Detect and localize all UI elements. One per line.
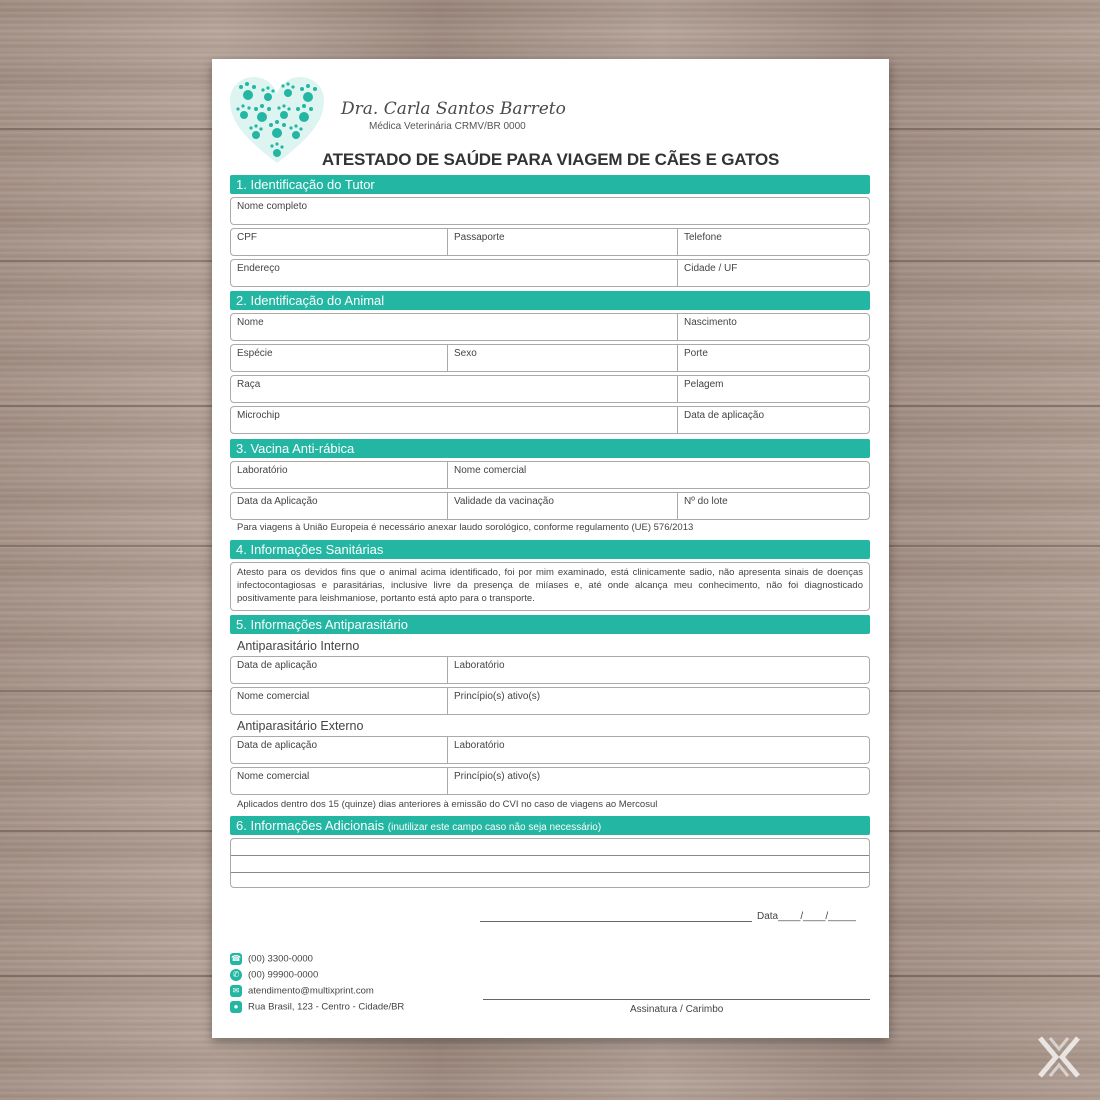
field-data-aplicacao-vacina[interactable]: Data da Aplicação (237, 496, 318, 507)
field-numero-lote[interactable]: Nº do lote (677, 493, 871, 519)
section-5-note: Aplicados dentro dos 15 (quinze) dias anteriores à emissão do CVI no caso de viagens ao Mercosul (237, 799, 658, 810)
antiparasitario-interno-title: Antiparasitário Interno (237, 639, 360, 653)
section-3-header: 3. Vacina Anti-rábica (230, 439, 870, 458)
watermark-x-logo-icon (1036, 1034, 1082, 1080)
row-microchip (230, 406, 870, 434)
field-data-aplicacao-chip[interactable]: Data de aplicação (677, 407, 871, 433)
contact-email (230, 985, 374, 997)
page-title: ATESTADO DE SAÚDE PARA VIAGEM DE CÃES E GATOS (321, 150, 780, 169)
section-3-note: Para viagens à União Europeia é necessário anexar laudo sorológico, conforme regulamento (UE) 576/2013 (237, 522, 694, 533)
contact-whatsapp (230, 969, 318, 981)
section-6-title: 6. Informações Adicionais (236, 818, 385, 833)
antiparasitario-externo-title: Antiparasitário Externo (237, 719, 364, 733)
doctor-name: Dra. Carla Santos Barreto (341, 99, 566, 119)
field-sexo[interactable]: Sexo (447, 345, 677, 371)
whatsapp-icon: ✆ (230, 969, 242, 981)
field-porte[interactable]: Porte (677, 345, 871, 371)
row-data-validade-lote (230, 492, 870, 520)
location-icon: ● (230, 1001, 242, 1013)
contact-text: (00) 99900-0000 (248, 969, 319, 981)
field-telefone[interactable]: Telefone (677, 229, 871, 255)
email-icon: ✉ (230, 985, 242, 997)
section-6-subtitle: (inutilizar este campo caso não seja necessário) (387, 822, 602, 833)
field-laboratorio-vacina[interactable]: Laboratório (237, 465, 288, 476)
row-raca-pelagem (230, 375, 870, 403)
row-cpf-passaporte-telefone (230, 228, 870, 256)
signature-line[interactable] (483, 999, 870, 1000)
row-especie-sexo-porte (230, 344, 870, 372)
row-externo-data-laboratorio (230, 736, 870, 764)
field-cidade-uf[interactable]: Cidade / UF (677, 260, 871, 286)
contact-address (230, 1001, 404, 1013)
contact-text: atendimento@multixprint.com (248, 985, 374, 997)
section-4-header: 4. Informações Sanitárias (230, 540, 870, 559)
field-nome-comercial-vacina[interactable]: Nome comercial (447, 462, 871, 488)
field-microchip[interactable]: Microchip (237, 410, 280, 421)
writing-line (231, 872, 869, 873)
field-externo-laboratorio[interactable]: Laboratório (447, 737, 871, 763)
field-raca[interactable]: Raça (237, 379, 261, 390)
contact-text: Rua Brasil, 123 - Centro - Cidade/BR (248, 1001, 405, 1013)
field-endereco[interactable]: Endereço (237, 263, 280, 274)
field-externo-principio-ativo[interactable]: Princípio(s) ativo(s) (447, 768, 871, 794)
section-1-header: 1. Identificação do Tutor (230, 175, 870, 194)
date-field[interactable]: Data____/____/_____ (757, 911, 856, 922)
field-externo-data-aplicacao[interactable]: Data de aplicação (237, 740, 318, 751)
field-interno-laboratorio[interactable]: Laboratório (447, 657, 871, 683)
field-label: Nome completo (237, 201, 308, 212)
section-2-header: 2. Identificação do Animal (230, 291, 870, 310)
contact-text: (00) 3300-0000 (248, 953, 313, 965)
section-5-header: 5. Informações Antiparasitário (230, 615, 870, 634)
field-nome[interactable]: Nome (237, 317, 264, 328)
signature-label: Assinatura / Carimbo (630, 1004, 724, 1015)
row-endereco-cidade (230, 259, 870, 287)
field-nome-completo[interactable] (230, 197, 870, 225)
field-cpf[interactable]: CPF (237, 232, 257, 243)
row-interno-nome-principio (230, 687, 870, 715)
date-place-line[interactable] (480, 921, 752, 922)
doctor-crmv: Médica Veterinária CRMV/BR 0000 (369, 121, 526, 132)
phone-icon: ☎ (231, 954, 241, 963)
writing-line (231, 855, 869, 856)
field-pelagem[interactable]: Pelagem (677, 376, 871, 402)
field-passaporte[interactable]: Passaporte (447, 229, 677, 255)
field-interno-data-aplicacao[interactable]: Data de aplicação (237, 660, 318, 671)
field-interno-nome-comercial[interactable]: Nome comercial (237, 691, 310, 702)
row-externo-nome-principio (230, 767, 870, 795)
section-6-header (230, 816, 870, 835)
contact-phone (230, 953, 313, 965)
certificate-page (212, 59, 889, 1038)
field-validade-vacina[interactable]: Validade da vacinação (447, 493, 677, 519)
field-externo-nome-comercial[interactable]: Nome comercial (237, 771, 310, 782)
row-laboratorio-nome-comercial (230, 461, 870, 489)
row-interno-data-laboratorio (230, 656, 870, 684)
field-interno-principio-ativo[interactable]: Princípio(s) ativo(s) (447, 688, 871, 714)
field-especie[interactable]: Espécie (237, 348, 273, 359)
field-nascimento[interactable]: Nascimento (677, 314, 871, 340)
sanitary-statement: Atesto para os devidos fins que o animal acima identificado, foi por mim examinado, está clinicamente sadio, não apresenta sinais de doenças infectocontagiosas e parasitárias, inclusive livre da presença de miíases e, até onde alcança meu conhecimento, não foi diagnosticado positivamente para leishmaniose, portanto está apto para o transporte. (230, 562, 870, 611)
row-nome-nascimento (230, 313, 870, 341)
additional-info-area[interactable] (230, 838, 870, 888)
